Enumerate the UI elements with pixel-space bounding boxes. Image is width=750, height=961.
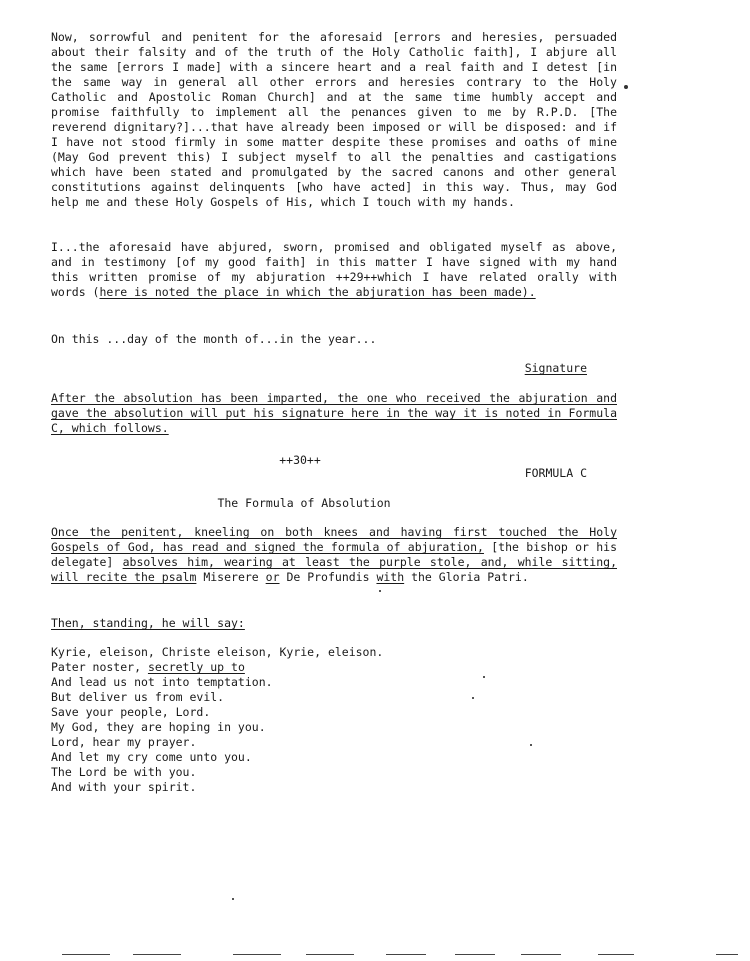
date-line: On this ...day of the month of...in the year... <box>51 332 377 346</box>
signature-label: Signature <box>524 361 587 375</box>
bottom-rule <box>233 954 281 955</box>
prayer-line: My God, they are hoping in you. <box>51 720 266 734</box>
bottom-rule <box>133 954 181 955</box>
bottom-rule <box>521 954 561 955</box>
bottom-rule <box>386 954 426 955</box>
gloria-patri-text: the Gloria Patri. <box>404 570 529 584</box>
abjuration-place-note: here is noted the place in which the abjuration has been made). <box>99 285 536 299</box>
absolves-text: absolves him, wearing at least the purple stole, and, while sitting, will recite the psalm <box>51 555 617 584</box>
formula-label: FORMULA C <box>524 466 587 480</box>
then-standing-line: Then, standing, he will say: <box>51 616 245 630</box>
absolution-instruction: After the absolution has been imparted, the one who received the abjuration and gave the absolution will put his signature here in the way it is noted in Formula C, which follows. <box>51 391 617 435</box>
miserere-text: Miserere <box>196 570 266 584</box>
bottom-rule <box>455 954 495 955</box>
bottom-rule <box>598 954 634 955</box>
prayer-line: Pater noster, secretly up to <box>51 660 245 674</box>
prayer-list <box>51 645 617 795</box>
scan-speck <box>232 898 234 900</box>
testimony-text: I...the aforesaid have abjured, sworn, promised and obligated myself as above, and in testimony [of my good faith] in this matter I have signed with my hand this written promise of my abjuration ++29++which I have related orally with words ( <box>51 240 617 299</box>
prayer-line: And let my cry come unto you. <box>51 750 252 764</box>
or-text: or <box>265 570 280 584</box>
absolution-paragraph <box>21 525 617 585</box>
scan-speck <box>379 590 381 592</box>
scan-speck <box>472 697 474 699</box>
prayer-line: And lead us not into temptation. <box>51 675 273 689</box>
prayer-line: Save your people, Lord. <box>51 705 211 719</box>
prayer-line: The Lord be with you. <box>51 765 197 779</box>
scan-speck <box>483 676 485 678</box>
bottom-rule <box>62 954 110 955</box>
prayer-line: And with your spirit. <box>51 780 197 794</box>
scan-speck <box>530 744 532 746</box>
bottom-rule <box>306 954 354 955</box>
with-text: with <box>376 570 405 584</box>
scan-speck <box>624 85 628 89</box>
page-marker: ++30++ <box>279 453 321 467</box>
testimony-paragraph <box>21 240 617 300</box>
abjuration-paragraph: Now, sorrowful and penitent for the aforesaid [errors and heresies, persuaded about their falsity and of the truth of the Holy Catholic faith], I abjure all the same [errors I made] with a sincere heart and a real faith and I detest [in the same way in general all other errors and heresies contrary to the Holy Catholic and Apostolic Roman Church] and at the same time humbly accept and promise faithfully to implement all the penances given to me by R.P.D. [The reverend dignitary?]...that have already been imposed or will be disposed: and if I have not stood firmly in some matter despite these promises and oaths of mine (May God prevent this) I subject myself to all the penalties and castigations which have been stated and promulgated by the sacred canons and other general constitutions against delinquents [who have acted] in this way. Thus, may God help me and these Holy Gospels of His, which I touch with my hands. <box>51 30 617 209</box>
secretly-up-to: secretly up to <box>147 660 245 674</box>
prayer-line: But deliver us from evil. <box>51 690 225 704</box>
penitent-kneeling-text: Once the penitent, kneeling on both knees and having first touched the Holy Gospels of God, has read and signed the formula of abjuration, <box>51 525 617 554</box>
bottom-rule <box>716 954 738 955</box>
prayer-line: Kyrie, eleison, Christe eleison, Kyrie, eleison. <box>51 645 384 659</box>
formula-title: The Formula of Absolution <box>217 496 391 510</box>
prayer-line: Lord, hear my prayer. <box>51 735 197 749</box>
bishop-delegate-text: [the bishop or his delegate] <box>51 540 617 569</box>
de-profundis-text: De Profundis <box>279 570 377 584</box>
